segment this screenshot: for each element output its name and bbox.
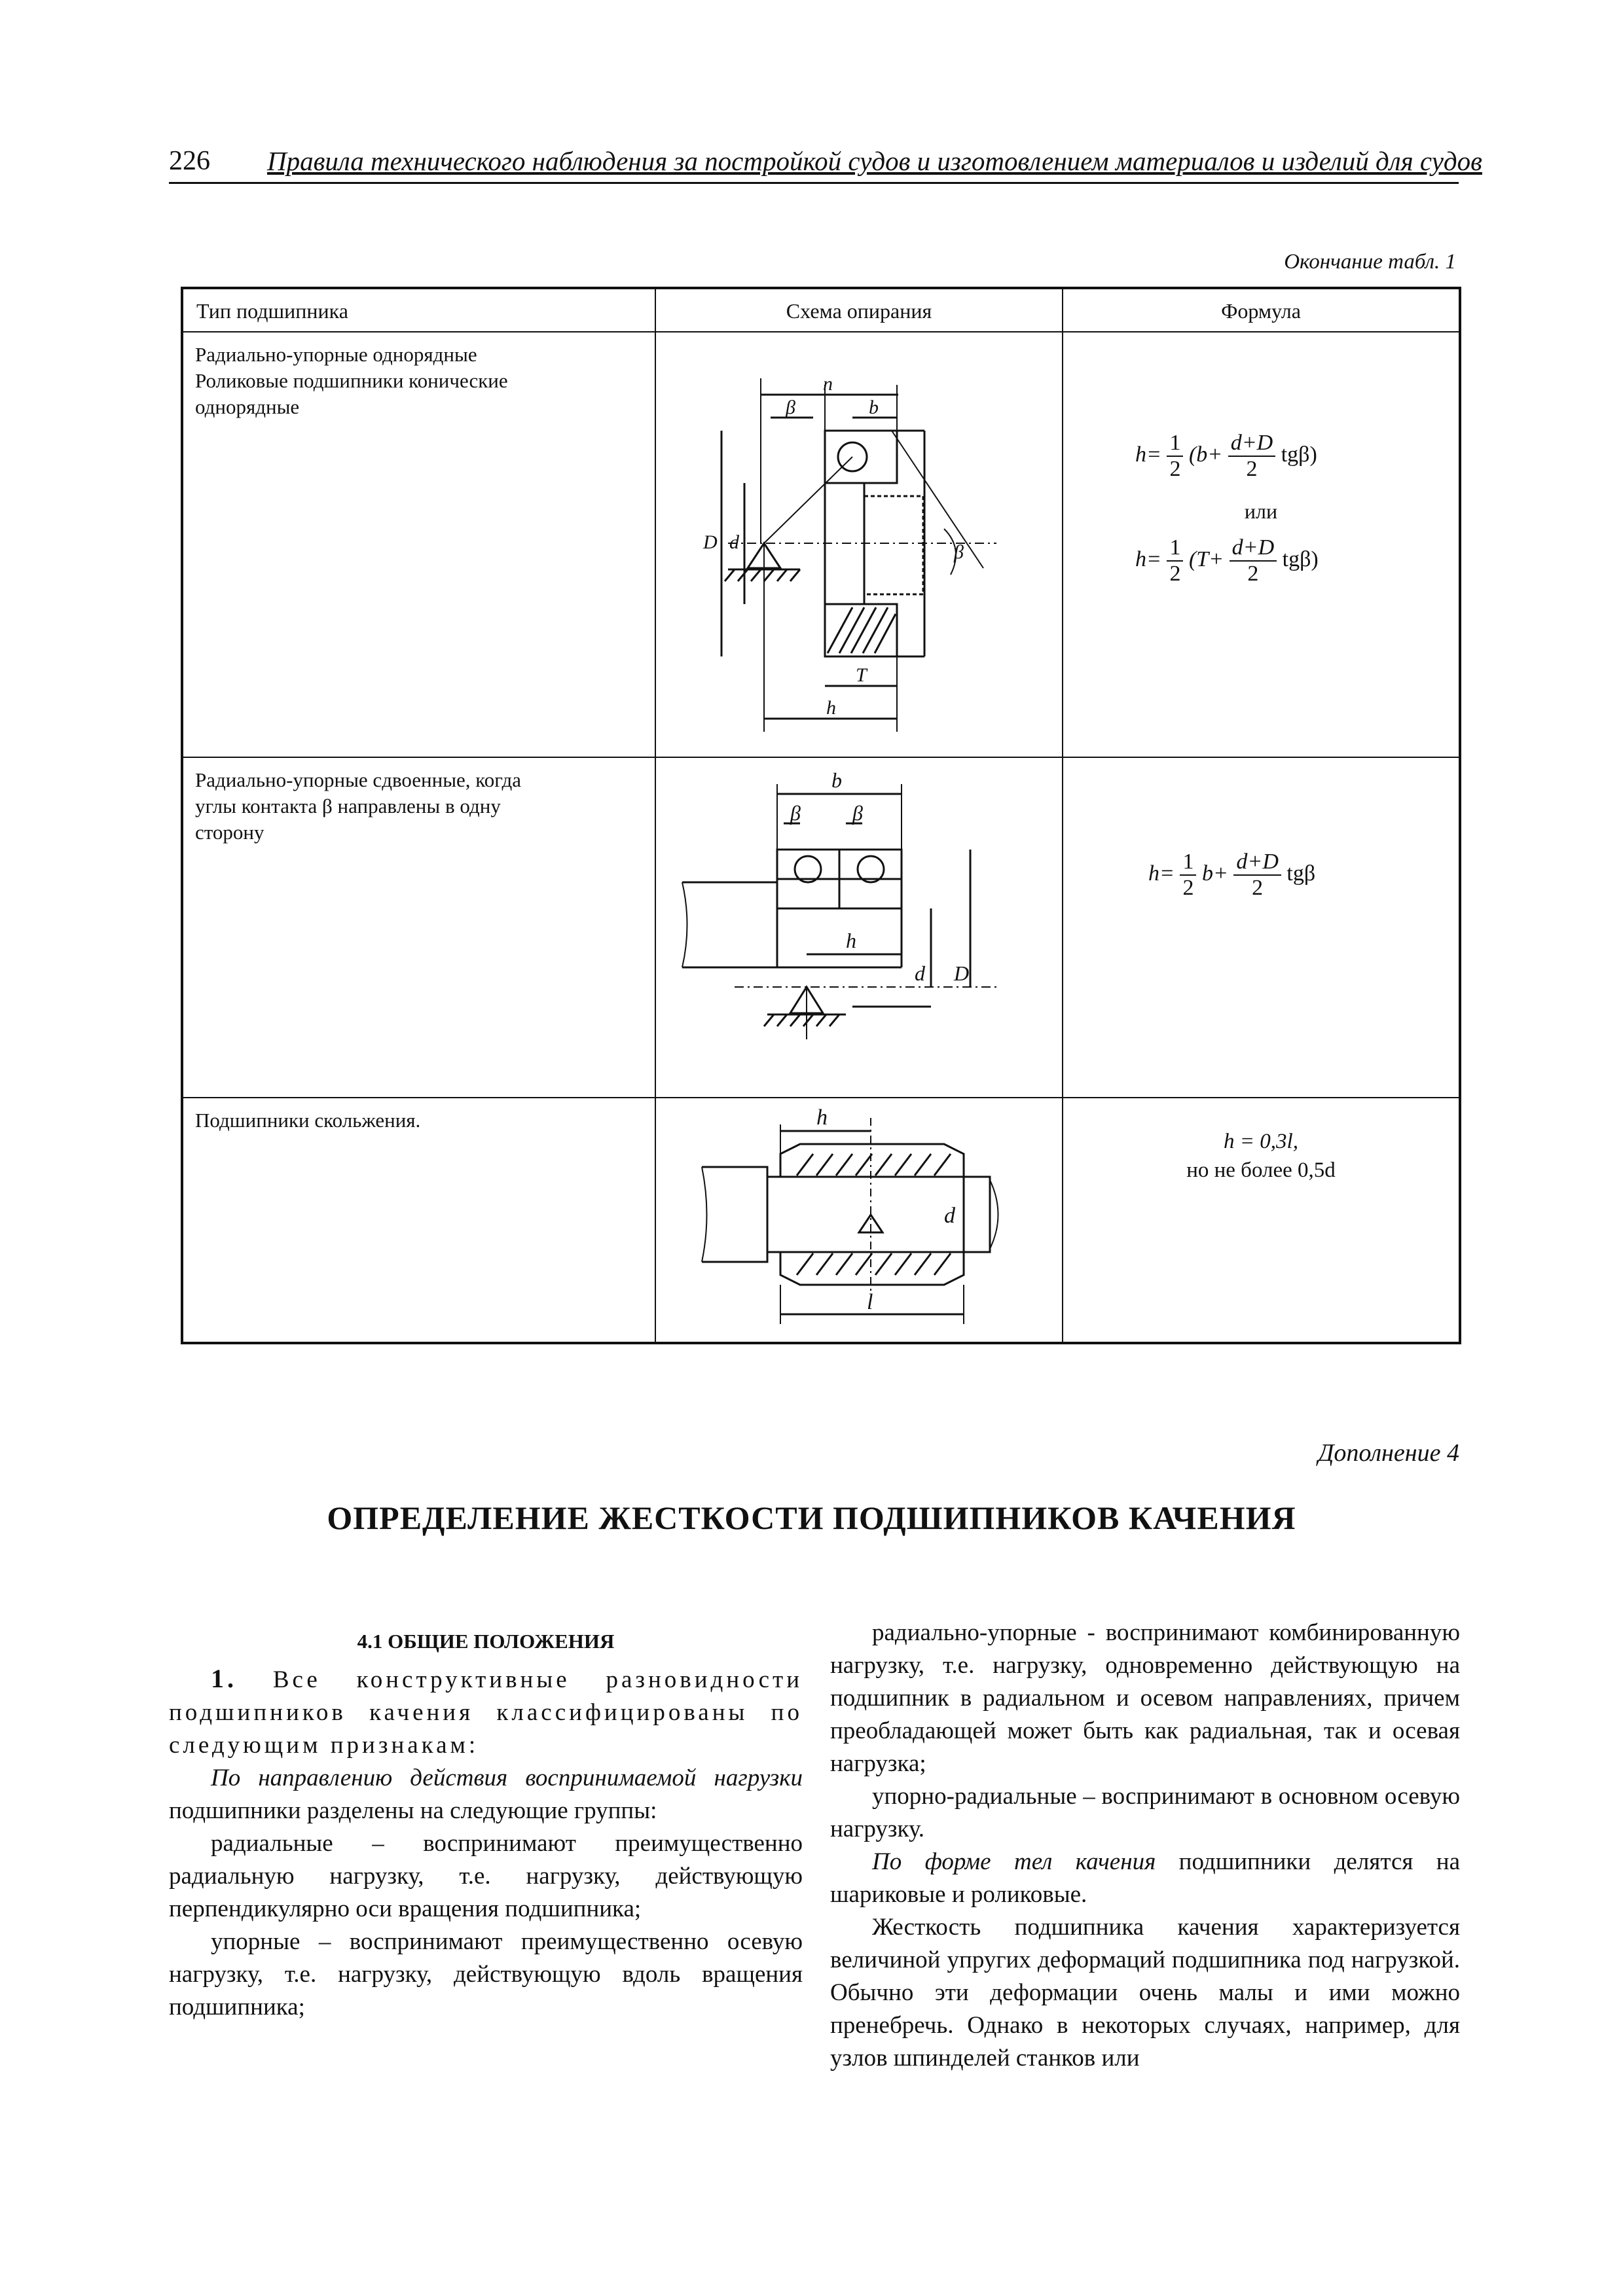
row1-scheme bbox=[656, 332, 1063, 758]
diagram-label: β bbox=[786, 397, 795, 418]
appendix-label: Дополнение 4 bbox=[1318, 1439, 1459, 1467]
diagram-label: d bbox=[915, 961, 925, 985]
formula-3-coef bbox=[1180, 850, 1196, 901]
paragraph-italic: По форме тел качения bbox=[872, 1848, 1156, 1875]
row2-scheme bbox=[656, 758, 1063, 1098]
formula-2-frac bbox=[1230, 535, 1277, 586]
row1-formula bbox=[1063, 332, 1459, 758]
paragraph bbox=[830, 1846, 1460, 1911]
paragraph: радиальные – воспринимают преимущественно радиальную нагрузку, т.е. нагрузку, действующую перпендикулярно оси вращения подшипника; bbox=[169, 1830, 803, 1922]
formula-2-tail: tgβ) bbox=[1282, 547, 1319, 571]
diagram-label: h bbox=[826, 697, 836, 719]
paragraph-number: 1. bbox=[211, 1664, 237, 1693]
row2-type bbox=[183, 758, 656, 1098]
formula-1-frac-num: d+D bbox=[1228, 431, 1276, 457]
plain-bearing-diagram bbox=[656, 1098, 1061, 1339]
table-caption: Окончание табл. 1 bbox=[1284, 250, 1456, 274]
bearing-table bbox=[181, 287, 1461, 1344]
row1-type-line: однорядные bbox=[195, 395, 300, 418]
row3-scheme bbox=[656, 1098, 1063, 1342]
paragraph-text: подшипники делятся на шариковые и роликовые. bbox=[830, 1848, 1460, 1908]
diagram-label: D bbox=[703, 531, 718, 553]
paragraph-text: Все конструктивные разновидности подшипников качения классифицированы по следующим признакам: bbox=[169, 1666, 803, 1759]
formula-2-coef-num: 1 bbox=[1167, 535, 1183, 562]
diagram-label: h bbox=[816, 1105, 828, 1130]
formula-2-frac-den: 2 bbox=[1247, 562, 1259, 586]
formula-1 bbox=[1135, 431, 1397, 482]
text-column-left bbox=[169, 1662, 803, 2024]
formula-or: или bbox=[1244, 499, 1278, 523]
column-header-scheme: Схема опирания bbox=[656, 289, 1063, 332]
formula-3-frac-num: d+D bbox=[1233, 850, 1281, 876]
formula-1-frac bbox=[1228, 431, 1276, 482]
formula-3 bbox=[1148, 850, 1410, 901]
running-title: Правила технического наблюдения за постройкой судов и изготовлением материалов и изделий для судов bbox=[267, 146, 1482, 176]
page-number: 226 bbox=[169, 146, 210, 176]
formula-3-mid: b+ bbox=[1201, 861, 1228, 886]
duplex-bearing-diagram bbox=[656, 758, 1061, 1096]
row2-type-line: углы контакта β направлены в одну bbox=[195, 795, 501, 817]
formula-1-open: (b+ bbox=[1188, 442, 1223, 467]
formula-1-coef-den: 2 bbox=[1169, 457, 1181, 481]
column-header-formula: Формула bbox=[1063, 289, 1459, 332]
row1-type bbox=[183, 332, 656, 758]
formula-1-tail: tgβ) bbox=[1281, 442, 1317, 467]
formula-1-frac-den: 2 bbox=[1246, 457, 1258, 481]
formula-3-frac bbox=[1233, 850, 1281, 901]
text-column-right bbox=[830, 1617, 1460, 2075]
diagram-label: β bbox=[790, 801, 801, 825]
formula-4-line2: но не более 0,5d bbox=[1186, 1158, 1336, 1182]
formula-1-coef-num: 1 bbox=[1167, 431, 1183, 457]
formula-3-frac-den: 2 bbox=[1252, 876, 1264, 900]
paragraph-text: подшипники разделены на следующие группы: bbox=[169, 1797, 657, 1824]
formula-2-frac-num: d+D bbox=[1230, 535, 1277, 562]
appendix-title: ОПРЕДЕЛЕНИЕ ЖЕСТКОСТИ ПОДШИПНИКОВ КАЧЕНИЯ bbox=[327, 1499, 1296, 1536]
paragraph bbox=[169, 1662, 803, 1762]
diagram-label: h bbox=[846, 929, 856, 952]
row3-type-line: Подшипники скольжения. bbox=[195, 1109, 421, 1132]
formula-2-lhs: h= bbox=[1135, 547, 1161, 571]
section-heading: 4.1 ОБЩИЕ ПОЛОЖЕНИЯ bbox=[357, 1630, 615, 1653]
paragraph: упорные – воспринимают преимущественно осевую нагрузку, т.е. нагрузку, действующую вдоль вращения подшипника; bbox=[169, 1928, 803, 2020]
formula-4 bbox=[1063, 1127, 1459, 1185]
formula-2-coef-den: 2 bbox=[1169, 562, 1181, 586]
angular-contact-bearing-diagram bbox=[656, 332, 1061, 755]
formula-1-lhs: h= bbox=[1135, 442, 1161, 467]
formula-3-tail: tgβ bbox=[1286, 861, 1316, 886]
formula-2 bbox=[1135, 535, 1397, 586]
diagram-label: D bbox=[954, 961, 970, 985]
formula-1-coef bbox=[1167, 431, 1183, 482]
page-header bbox=[169, 143, 1482, 184]
diagram-label: β bbox=[954, 541, 964, 563]
diagram-label: β bbox=[852, 801, 863, 825]
diagram-label: n bbox=[823, 373, 833, 395]
row2-type-line: сторону bbox=[195, 821, 264, 844]
row1-type-line: Радиально-упорные однорядные bbox=[195, 343, 477, 366]
row2-formula bbox=[1063, 758, 1459, 1098]
formula-2-open: (T+ bbox=[1188, 547, 1224, 571]
formula-3-lhs: h= bbox=[1148, 861, 1175, 886]
row3-type bbox=[183, 1098, 656, 1342]
formula-3-coef-den: 2 bbox=[1182, 876, 1194, 900]
row2-type-line: Радиально-упорные сдвоенные, когда bbox=[195, 768, 521, 791]
diagram-label: d bbox=[729, 531, 739, 553]
diagram-label: T bbox=[856, 664, 867, 686]
diagram-label: d bbox=[944, 1204, 955, 1228]
diagram-label: b bbox=[831, 768, 842, 792]
formula-4-line1: h = 0,3l, bbox=[1224, 1130, 1298, 1153]
diagram-label: b bbox=[869, 397, 879, 418]
paragraph-italic: По направлению действия воспринимаемой нагрузки bbox=[211, 1765, 803, 1791]
paragraph: радиально-упорные - воспринимают комбинированную нагрузку, т.е. нагрузку, одновременно действующую на подшипник в радиальном и осевом направлениях, причем преобладающей может быть как радиальная, так и осевая нагрузка; bbox=[830, 1619, 1460, 1777]
paragraph bbox=[169, 1762, 803, 1827]
formula-2-coef bbox=[1167, 535, 1183, 586]
diagram-label: l bbox=[867, 1290, 873, 1314]
paragraph: упорно-радиальные – воспринимают в основном осевую нагрузку. bbox=[830, 1783, 1460, 1842]
row3-formula bbox=[1063, 1098, 1459, 1342]
paragraph: Жесткость подшипника качения характеризуется величиной упругих деформаций подшипника под нагрузкой. Обычно эти деформации очень малы и ими можно пренебречь. Однако в некоторых случаях, например, для узлов шпинделей станков или bbox=[830, 1914, 1460, 2072]
row1-type-line: Роликовые подшипники конические bbox=[195, 369, 508, 392]
column-header-type: Тип подшипника bbox=[183, 289, 656, 332]
formula-3-coef-num: 1 bbox=[1180, 850, 1196, 876]
